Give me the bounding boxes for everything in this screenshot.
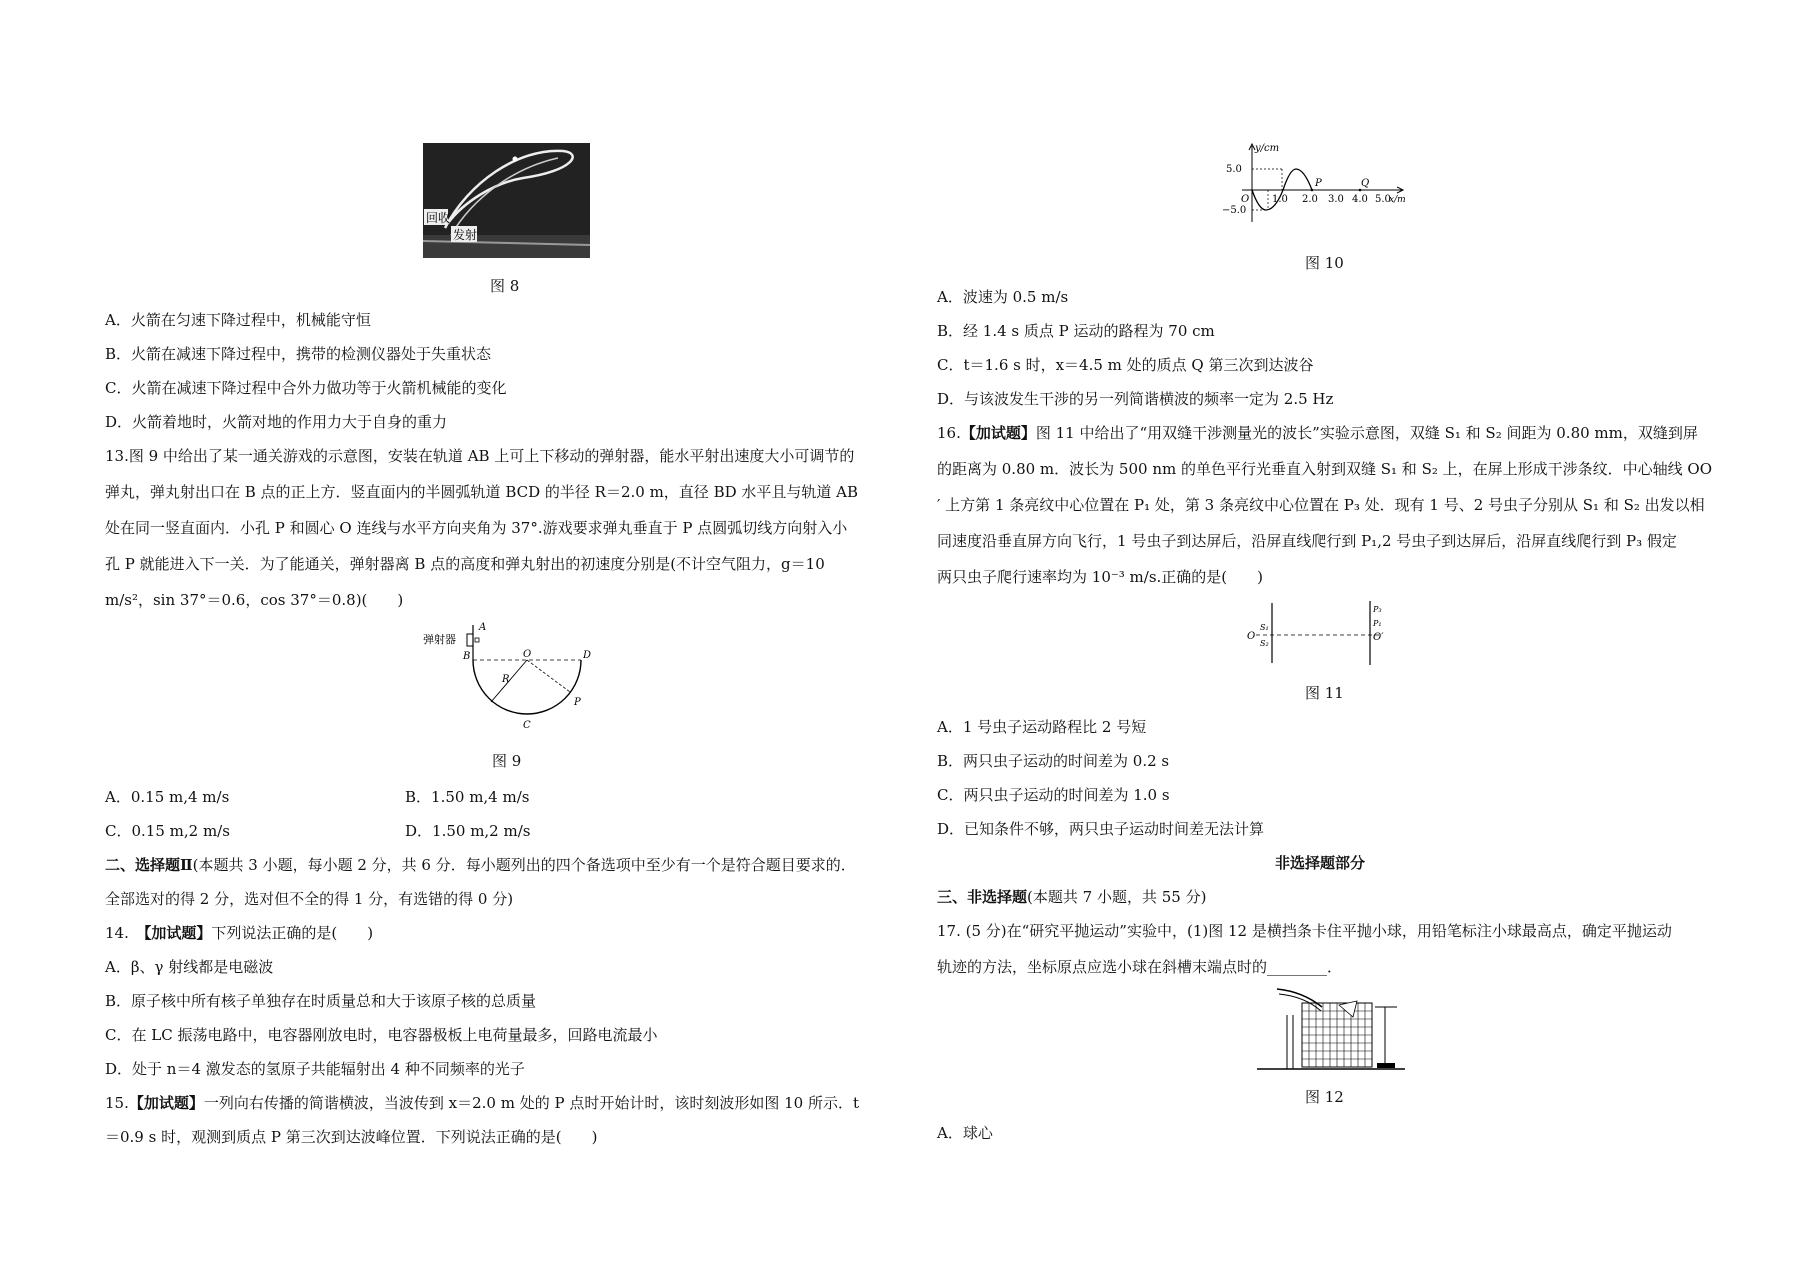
q15-option-a: A．波速为 0.5 m/s (937, 288, 1069, 306)
q16-option-c: C．两只虫子运动的时间差为 1.0 s (937, 786, 1170, 804)
q15-line-1 (105, 1092, 859, 1114)
q13-option-d: D．1.50 m,2 m/s (405, 822, 531, 840)
q14-stem (105, 922, 373, 944)
fig10-tick-5: 5.0 (1375, 194, 1391, 205)
q12-option-a: A．火箭在匀速下降过程中，机械能守恒 (105, 311, 371, 329)
fig10-ylabel: y/cm (1255, 143, 1280, 154)
fig9-label-p: P (574, 697, 581, 708)
q15-tag: 【加试题】 (128, 1094, 204, 1112)
fig11-label-p1: P₁ (1373, 619, 1382, 628)
fig9-label-b: B (463, 651, 471, 662)
nonchoice-heading: 非选择题部分 (1275, 854, 1366, 872)
fig9-label-c: C (523, 720, 531, 731)
fig11-label-o: O (1247, 631, 1256, 642)
q12-option-c: C．火箭在减速下降过程中合外力做功等于火箭机械能的变化 (105, 379, 507, 397)
fig10-y-top: 5.0 (1226, 164, 1242, 175)
fig9-label-launcher: 弹射器 (423, 633, 456, 646)
fig10-tick-1: 1.0 (1272, 194, 1288, 205)
q17-option-a: A．球心 (937, 1124, 993, 1142)
q17-line-1: 17. (5 分)在“研究平抛运动”实验中，(1)图 12 是横挡条卡住平抛小球，用铅笔标注小球最高点，确定平抛运动 (937, 922, 1672, 940)
fig11-label-s1: S₁ (1260, 623, 1269, 632)
q16-option-d: D．已知条件不够，两只虫子运动时间差无法计算 (937, 820, 1265, 838)
q13-option-c: C．0.15 m,2 m/s (105, 822, 230, 840)
q15-line-2: ＝0.9 s 时，观测到质点 P 第三次到达波峰位置．下列说法正确的是( ) (105, 1128, 598, 1146)
figure-12-apparatus (1257, 985, 1407, 1073)
section3-title: 三、非选择题 (937, 888, 1028, 906)
fig11-label-o-prime: O′ (1373, 632, 1384, 643)
fig9-label-r: R (502, 674, 510, 685)
section3-line (937, 886, 1206, 908)
section3-desc: (本题共 7 小题，共 55 分) (1027, 888, 1207, 906)
fig8-label-recover: 回收 (426, 211, 451, 225)
q14-option-a: A．β、γ 射线都是电磁波 (105, 958, 274, 976)
q15-number: 15. (105, 1094, 129, 1112)
fig9-label-o: O (523, 649, 532, 660)
section2-desc: (本题共 3 小题，每小题 2 分，共 6 分．每小题列出的四个备选项中至少有一个是符合题目要求的． (192, 856, 856, 874)
fig11-label-p3: P₃ (1373, 605, 1382, 614)
fig8-caption: 图 8 (490, 277, 520, 295)
q15-text: 一列向右传播的简谐横波，当波传到 x＝2.0 m 处的 P 点时开始计时，该时刻波形如图 10 所示．t (203, 1094, 860, 1112)
q13-line-3: 处在同一竖直面内．小孔 P 和圆心 O 连线与水平方向夹角为 37°.游戏要求弹丸垂直于 P 点圆弧切线方向射入小 (105, 519, 848, 537)
q14-text: 下列说法正确的是( ) (211, 924, 374, 942)
q16-line-1 (937, 422, 1698, 444)
q16-number: 16. (937, 424, 961, 442)
q15-option-b: B．经 1.4 s 质点 P 运动的路程为 70 cm (937, 322, 1215, 340)
q14-tag: 【加试题】 (143, 924, 212, 942)
fig10-tick-2: 2.0 (1302, 194, 1318, 205)
fig9-label-a: A (479, 622, 487, 633)
figure-11-double-slit (1242, 598, 1392, 668)
figure-8-photo (423, 143, 590, 258)
q13-option-b: B．1.50 m,4 m/s (405, 788, 530, 806)
fig10-tick-4: 4.0 (1352, 194, 1368, 205)
fig10-tick-3: 3.0 (1328, 194, 1344, 205)
fig10-y-bottom: −5.0 (1222, 205, 1247, 216)
fig8-label-launch: 发射 (453, 228, 478, 242)
section2-line-1 (105, 854, 856, 876)
q14-option-c: C．在 LC 振荡电路中，电容器刚放电时，电容器极板上电荷量最多，回路电流最小 (105, 1026, 658, 1044)
fig9-label-d: D (583, 650, 592, 661)
figure-10-wave (1222, 140, 1407, 230)
q16-line-4: 同速度沿垂直屏方向飞行，1 号虫子到达屏后，沿屏直线爬行到 P₁,2 号虫子到达屏后，沿屏直线爬行到 P₃ 假定 (937, 532, 1677, 550)
q15-option-d: D．与该波发生干涉的另一列简谐横波的频率一定为 2.5 Hz (937, 390, 1334, 408)
q17-line-2: 轨迹的方法，坐标原点应选小球在斜槽末端点时的________． (937, 958, 1343, 976)
fig10-caption: 图 10 (1305, 254, 1344, 272)
figure-9-diagram (423, 620, 593, 735)
fig11-caption: 图 11 (1305, 684, 1344, 702)
q13-option-a: A．0.15 m,4 m/s (105, 788, 230, 806)
fig10-xlabel: x/m (1389, 195, 1406, 205)
q12-option-b: B．火箭在减速下降过程中，携带的检测仪器处于失重状态 (105, 345, 492, 363)
q14-option-d: D．处于 n＝4 激发态的氢原子共能辐射出 4 种不同频率的光子 (105, 1060, 525, 1078)
q15-option-c: C．t＝1.6 s 时，x＝4.5 m 处的质点 Q 第三次到达波谷 (937, 356, 1314, 374)
q12-option-d: D．火箭着地时，火箭对地的作用力大于自身的重力 (105, 413, 448, 431)
section2-title: 二、选择题Ⅱ (105, 856, 193, 874)
q13-line-2: 弹丸，弹丸射出口在 B 点的正上方．竖直面内的半圆弧轨道 BCD 的半径 R＝2.0 m，直径 BD 水平且与轨道 AB (105, 483, 859, 501)
fig12-caption: 图 12 (1305, 1088, 1344, 1106)
fig10-label-p: P (1315, 178, 1322, 189)
fig10-label-q: Q (1361, 178, 1370, 189)
q16-text: 图 11 中给出了“用双缝干涉测量光的波长”实验示意图，双缝 S₁ 和 S₂ 间距为 0.80 mm，双缝到屏 (1035, 424, 1698, 442)
section2-line-2: 全部选对的得 2 分，选对但不全的得 1 分，有选错的得 0 分) (105, 890, 514, 908)
fig11-label-s2: S₂ (1260, 639, 1269, 648)
q13-line-5: m/s²，sin 37°＝0.6，cos 37°＝0.8)( ) (105, 591, 404, 609)
fig9-caption: 图 9 (492, 752, 522, 770)
q13-line-1: 13.图 9 中给出了某一通关游戏的示意图，安装在轨道 AB 上可上下移动的弹射器，能水平射出速度大小可调节的 (105, 447, 855, 465)
q14-number: 14. (105, 924, 144, 942)
q14-option-b: B．原子核中所有核子单独存在时质量总和大于该原子核的总质量 (105, 992, 537, 1010)
q16-line-3: ′ 上方第 1 条亮纹中心位置在 P₁ 处，第 3 条亮纹中心位置在 P₃ 处．现有 1 号、2 号虫子分别从 S₁ 和 S₂ 出发以相 (937, 496, 1705, 514)
fig10-origin: O (1241, 194, 1250, 205)
q16-tag: 【加试题】 (960, 424, 1036, 442)
q16-option-a: A．1 号虫子运动路程比 2 号短 (937, 718, 1147, 736)
q16-line-5: 两只虫子爬行速率均为 10⁻³ m/s.正确的是( ) (937, 568, 1264, 586)
q13-line-4: 孔 P 就能进入下一关．为了能通关，弹射器离 B 点的高度和弹丸射出的初速度分别是(不计空气阻力，g＝10 (105, 555, 825, 573)
q16-option-b: B．两只虫子运动的时间差为 0.2 s (937, 752, 1170, 770)
q16-line-2: 的距离为 0.80 m．波长为 500 nm 的单色平行光垂直入射到双缝 S₁ 和 S₂ 上，在屏上形成干涉条纹．中心轴线 OO (937, 460, 1712, 478)
